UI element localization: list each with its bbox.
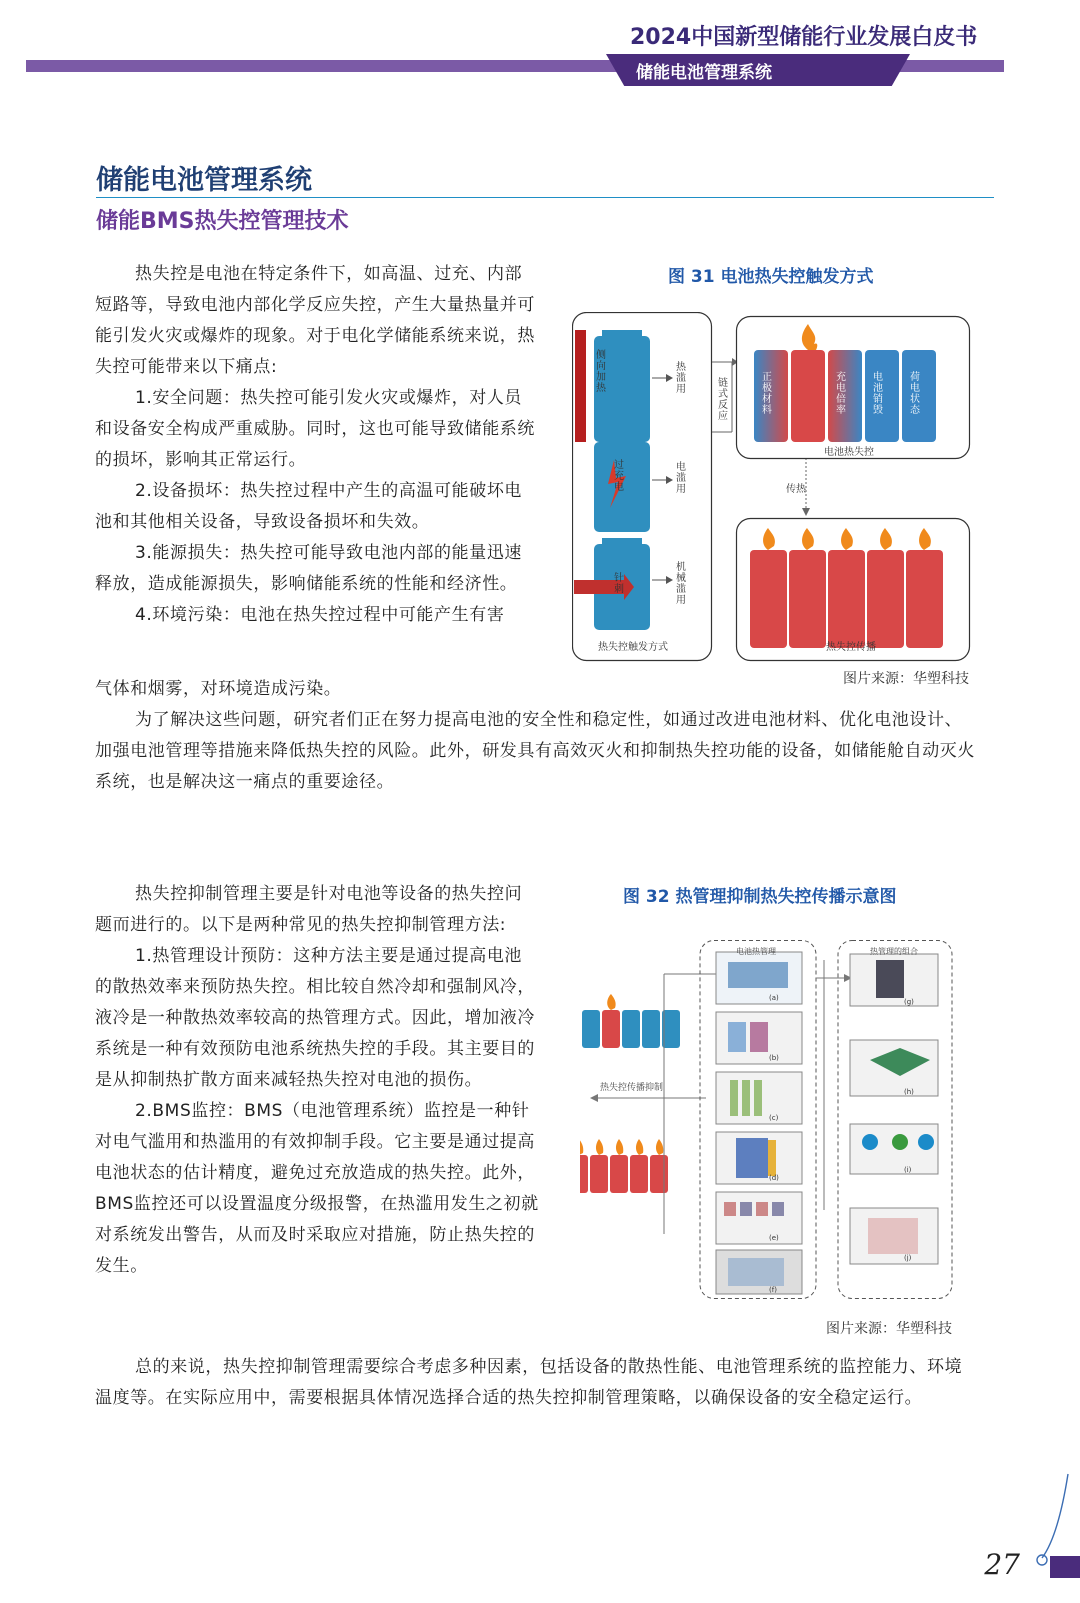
mid-arrow-label: 热失控传播抑制: [600, 1083, 664, 1093]
figure-32-title: 图 32 热管理抑制热失控传播示意图: [623, 887, 897, 907]
panel-tag: (j): [904, 1254, 912, 1262]
page-corner-block: [1050, 1556, 1080, 1578]
cell-label: 侧向加热: [596, 350, 606, 394]
heat-transfer-label: 传热: [786, 484, 806, 495]
section-subtitle: 储能BMS热失控管理技术: [96, 209, 349, 234]
top-panel-caption: 电池热失控: [824, 447, 874, 458]
panel-tag: (c): [769, 1114, 779, 1122]
cell-label: 针刺: [614, 573, 624, 595]
top-cell-label: 荷电状态: [910, 372, 920, 416]
figure-31-diagram: [572, 312, 994, 664]
paragraph: 为了解决这些问题，研究者们正在努力提高电池的安全性和稳定性，如通过改进电池材料、优化电池设计、加强电池管理等措施来降低热失控的风险。此外，研发具有高效灭火和抑制热失控功能的设备，如储能舱自动灭火系统，也是解决这一痛点的重要途径。: [95, 710, 975, 792]
abuse-label: 机械滥用: [676, 562, 686, 606]
panel-tag: (i): [904, 1166, 912, 1174]
paragraph: 热失控是电池在特定条件下，如高温、过充、内部短路等，导致电池内部化学反应失控，产生大量热量并可能引发火灾或爆炸的现象。对于电化学储能系统来说，热失控可能带来以下痛点:: [95, 264, 535, 377]
header-title: 2024中国新型储能行业发展白皮书: [630, 25, 978, 50]
figure-32-source: 图片来源：华塑科技: [826, 1321, 952, 1337]
panel-tag: (f): [769, 1286, 777, 1294]
paragraph: 4.环境污染：电池在热失控过程中可能产生有害: [135, 605, 505, 625]
intro-text-full: [95, 674, 975, 798]
panel-tag: (h): [904, 1088, 914, 1096]
section-title: 储能电池管理系统: [96, 165, 312, 196]
intro-text-column: [95, 259, 539, 631]
paragraph: 2.设备损坏：热失控过程中产生的高温可能破坏电池和其他相关设备，导致设备损坏和失效。: [95, 481, 523, 532]
top-cell-label: 充电倍率: [836, 372, 846, 416]
panel-tag: (e): [769, 1234, 779, 1242]
chain-reaction-label: 链式反应: [718, 378, 728, 422]
abuse-label: 电滥用: [676, 462, 686, 495]
top-cell-label: 正极材料: [762, 372, 772, 416]
right-column-label: 热管理的组合: [870, 947, 918, 956]
left-panel-caption: 热失控触发方式: [598, 642, 668, 653]
paragraph: 热失控抑制管理主要是针对电池等设备的热失控问题而进行的。以下是两种常见的热失控抑制管理方法:: [95, 884, 523, 935]
panel-tag: (a): [769, 994, 779, 1002]
suppression-text-column: [95, 879, 539, 1282]
panel-tag: (b): [769, 1054, 779, 1062]
paragraph: 1.安全问题：热失控可能引发火灾或爆炸，对人员和设备安全构成严重威胁。同时，这也可能导致储能系统的损坏，影响其正常运行。: [95, 388, 535, 470]
summary-text: [95, 1352, 975, 1414]
paragraph: 1.热管理设计预防：这种方法主要是通过提高电池的散热效率来预防热失控。相比较自然冷却和强制风冷，液冷是一种散热效率较高的热管理方式。因此，增加液冷系统是一种有效预防电池系统热失控的手段。其主要目的是从抑制热扩散方面来减轻热失控对电池的损伤。: [95, 946, 535, 1090]
header-subtitle: 储能电池管理系统: [636, 63, 772, 83]
paragraph-continuation: 气体和烟雾，对环境造成污染。: [95, 679, 342, 699]
abuse-label: 热滥用: [676, 362, 686, 395]
cell-label: 过充电: [614, 460, 624, 493]
panel-tag: (d): [769, 1174, 779, 1182]
top-cell-label: 电池销毁: [873, 372, 883, 416]
figure-31-source: 图片来源：华塑科技: [843, 671, 969, 687]
left-column-label: 电池热管理: [736, 947, 776, 956]
page-number: 27: [984, 1548, 1020, 1581]
figure-31-title: 图 31 电池热失控触发方式: [668, 267, 874, 287]
paragraph: 总的来说，热失控抑制管理需要综合考虑多种因素，包括设备的散热性能、电池管理系统的监控能力、环境温度等。在实际应用中，需要根据具体情况选择合适的热失控抑制管理策略，以确保设备的安全稳定运行。: [95, 1357, 963, 1408]
paragraph: 2.BMS监控：BMS（电池管理系统）监控是一种针对电气滥用和热滥用的有效抑制手段。它主要是通过提高电池状态的估计精度，避免过充放造成的热失控。此外，BMS监控还可以设置温度分级报警，在热滥用发生之初就对系统发出警告，从而及时采取应对措施，防止热失控的发生。: [95, 1101, 539, 1276]
bottom-panel-caption: 热失控传播: [826, 642, 876, 653]
paragraph: 3.能源损失：热失控可能导致电池内部的能量迅速释放，造成能源损失，影响储能系统的性能和经济性。: [95, 543, 523, 594]
section-divider: [96, 197, 994, 198]
panel-tag: (g): [904, 998, 914, 1006]
